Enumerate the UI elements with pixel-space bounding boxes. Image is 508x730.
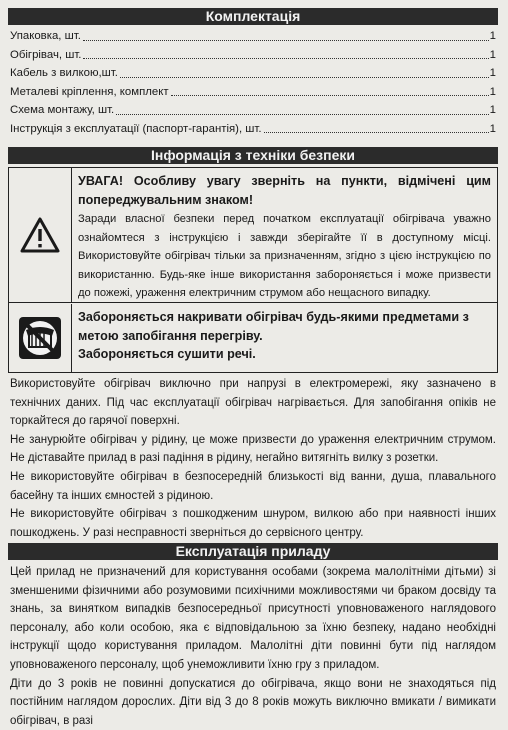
safety-section-header bbox=[8, 147, 498, 164]
paragraph: Цей прилад не призначений для користування особами (зокрема малолітніми дітьми) зі зменшеними фізичними або розумовими психічними можливостями чи браком досвіду та знань, за винятком випадків безпосередньої присутності уповноваженого наглядового персоналу, або коли особою, яка є відповідальною за їхню безпеку, надано необхідні інструкції щодо користування приладом. Малолітні діти повинні бути під наглядом уповноваженого персоналу, щоб унеможливити їхню гру з приладом. bbox=[10, 566, 496, 671]
no-covering-icon bbox=[18, 316, 62, 360]
dot-leader bbox=[116, 114, 488, 115]
kit-item-label: Інструкція з експлуатації (паспорт-гарантія), шт. bbox=[10, 122, 262, 135]
prohibition-line-2: Забороняється сушити речі. bbox=[78, 347, 256, 361]
kit-section-header bbox=[8, 8, 498, 25]
warning-table bbox=[8, 167, 498, 373]
list-item bbox=[10, 27, 496, 46]
dot-leader bbox=[264, 132, 489, 133]
prohibition-icon-cell bbox=[9, 304, 72, 372]
warning-icon-cell bbox=[9, 168, 72, 302]
warning-text-cell bbox=[72, 168, 497, 302]
kit-section-title: Комплектація bbox=[205, 8, 301, 24]
dot-leader bbox=[171, 95, 489, 96]
dot-leader bbox=[83, 58, 488, 59]
kit-item-label: Схема монтажу, шт. bbox=[10, 104, 115, 116]
warning-row bbox=[9, 168, 497, 303]
prohibition-text-cell bbox=[72, 304, 497, 372]
kit-item-label: Упаковка, шт. bbox=[10, 30, 81, 42]
dot-leader bbox=[83, 40, 489, 41]
kit-item-label: Кабель з вилкою,шт. bbox=[10, 67, 118, 79]
operation-section-header bbox=[8, 543, 498, 560]
list-item bbox=[10, 46, 496, 65]
list-item bbox=[10, 64, 496, 83]
kit-item-label: Металеві кріплення, комплект bbox=[10, 85, 169, 98]
kit-item-label: Обігрівач, шт. bbox=[10, 48, 82, 61]
prohibition-line-1: Забороняється накривати обігрівач будь-якими предметами з метою запобігання перегріву. bbox=[78, 310, 469, 343]
list-item bbox=[10, 120, 496, 139]
safety-section-title: Інформація з техніки безпеки bbox=[150, 147, 356, 163]
warning-triangle-icon bbox=[20, 217, 60, 253]
dot-leader bbox=[120, 77, 489, 78]
paragraph: Не занурюйте обігрівач у рідину, це може призвести до ураження електричним струмом. Не діставайте прилад в разі падіння в рідину, негайно витягніть вилку з розетки. bbox=[10, 433, 496, 465]
list-item bbox=[10, 101, 496, 120]
prohibition-row bbox=[9, 304, 497, 372]
operation-paragraphs bbox=[10, 563, 496, 730]
kit-item-qty: 1 bbox=[489, 85, 496, 98]
kit-list bbox=[10, 27, 496, 138]
list-item bbox=[10, 83, 496, 102]
operation-section-title: Експлуатація приладу bbox=[175, 543, 331, 559]
warning-body: Заради власної безпеки перед початком експлуатації обігрівача уважно ознайомтеся з інструкцією і завжди зберігайте її в доступному місці. Використовуйте обігрівач тільки за призначенням, згідно з цією інструкцією по використанню. Будь-яке інше використання забороняється і може призвести до пожежі, ураження електричним струмом або нещасного випадку. bbox=[78, 213, 491, 299]
safety-paragraphs bbox=[10, 375, 496, 542]
kit-item-qty: 1 bbox=[489, 122, 496, 135]
warning-title: УВАГА! Особливу увагу зверніть на пункти, відмічені цим попереджувальним знаком! bbox=[78, 174, 491, 207]
paragraph: Використовуйте обігрівач виключно при напрузі в електромережі, яку зазначено в технічних даних. Під час експлуатації обігрівач нагрівається. Для запобігання опіків не торкайтеся до гарячої поверхні. bbox=[10, 378, 496, 428]
kit-item-qty: 1 bbox=[489, 67, 496, 79]
paragraph: Не використовуйте обігрівач в безпосередній близькості від ванни, душа, плавального басейну та інших ємностей з рідиною. bbox=[10, 470, 496, 502]
kit-item-qty: 1 bbox=[489, 30, 496, 42]
kit-item-qty: 1 bbox=[489, 48, 496, 61]
paragraph: Діти до 3 років не повинні допускатися до обігрівача, якщо вони не знаходяться під постійним наглядом дорослих. Діти від 3 до 8 років можуть виключно вмикати / вимикати обігрівач, в разі bbox=[10, 677, 496, 727]
paragraph: Не використовуйте обігрівач з пошкодженим шнуром, вилкою або при наявності інших пошкоджень. У разі несправності зверніться до сервісного центру. bbox=[10, 508, 496, 539]
kit-item-qty: 1 bbox=[489, 104, 496, 116]
